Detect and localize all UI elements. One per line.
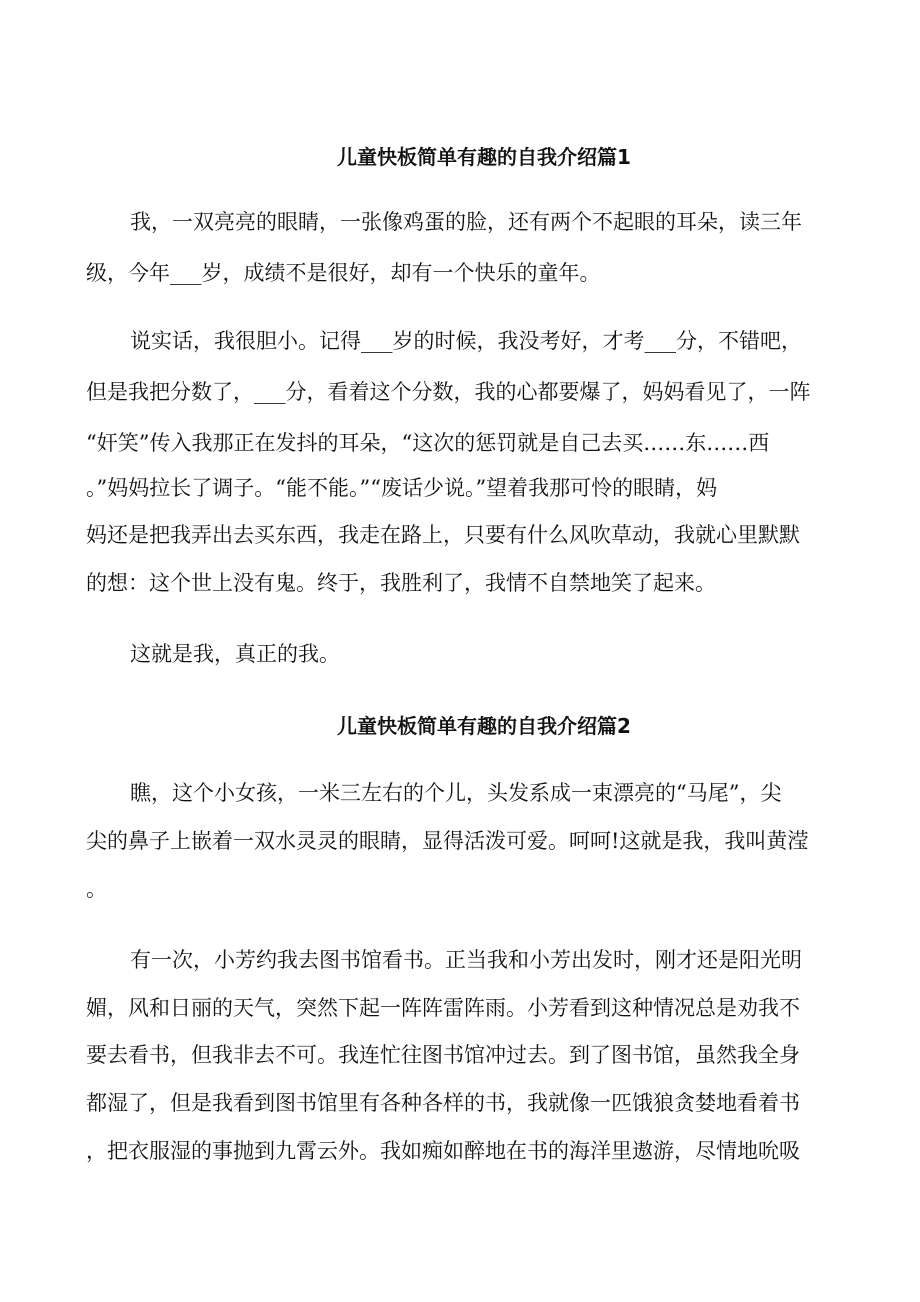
section-1-title: 儿童快板简单有趣的自我介绍篇1: [337, 145, 631, 169]
paragraph-line: “奸笑”传入我那正在发抖的耳朵，“这次的惩罚就是自己去买……东……西: [86, 431, 770, 455]
paragraph-line: 妈还是把我弄出去买东西，我走在路上，只要有什么风吹草动，我就心里默默: [86, 523, 800, 547]
paragraph-line: 我，一双亮亮的眼睛，一张像鸡蛋的脸，还有两个不起眼的耳朵，读三年: [130, 210, 802, 234]
paragraph-line: 级，今年___岁，成绩不是很好，却有一个快乐的童年。: [86, 261, 601, 285]
paragraph-line: 有一次，小芳约我去图书馆看书。正当我和小芳出发时，刚才还是阳光明: [130, 948, 802, 972]
section-2-title: 儿童快板简单有趣的自我介绍篇2: [337, 714, 631, 738]
paragraph-line: 媚，风和日丽的天气，突然下起一阵阵雷阵雨。小芳看到这种情况总是劝我不: [86, 996, 800, 1020]
paragraph-line: 瞧，这个小女孩，一米三左右的个儿，头发系成一束漂亮的“马尾”，尖: [130, 781, 782, 805]
paragraph-line: 。: [86, 877, 107, 901]
paragraph-line: 这就是我，真正的我。: [130, 642, 340, 666]
paragraph-line: 都湿了，但是我看到图书馆里有各种各样的书，我就像一匹饿狼贪婪地看着书: [86, 1091, 800, 1115]
paragraph-line: 说实话，我很胆小。记得___岁的时候，我没考好，才考___分，不错吧，: [130, 329, 802, 353]
paragraph-line: ，把衣服湿的事抛到九霄云外。我如痴如醉地在书的海洋里遨游，尽情地吮吸: [86, 1139, 800, 1163]
paragraph-line: 但是我把分数了，___分，看着这个分数，我的心都要爆了，妈妈看见了，一阵: [86, 380, 811, 404]
paragraph-line: 的想：这个世上没有鬼。终于，我胜利了，我情不自禁地笑了起来。: [86, 571, 716, 595]
paragraph-line: 要去看书，但我非去不可。我连忙往图书馆冲过去。到了图书馆，虽然我全身: [86, 1043, 800, 1067]
paragraph-line: 。”妈妈拉长了调子。“能不能。”“废话少说。”望着我那可怜的眼睛，妈: [86, 476, 718, 500]
paragraph-line: 尖的鼻子上嵌着一双水灵灵的眼睛，显得活泼可爱。呵呵!这就是我，我叫黄滢: [86, 829, 809, 853]
